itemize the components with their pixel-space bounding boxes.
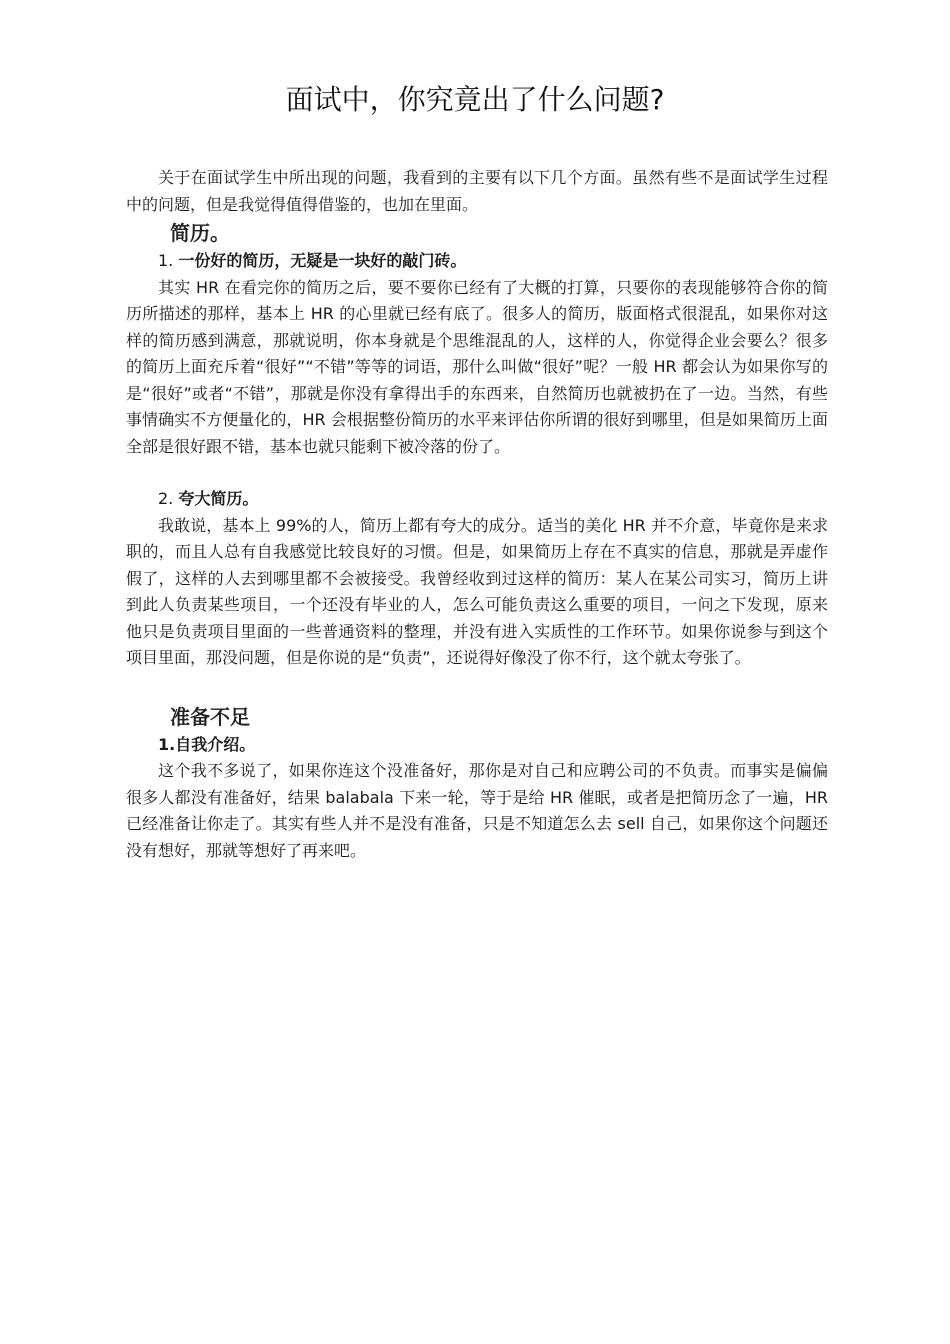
- intro-paragraph: 关于在面试学生中所出现的问题，我看到的主要有以下几个方面。虽然有些不是面试学生过程中的问题，但是我觉得值得借鉴的，也加在里面。: [126, 168, 828, 214]
- spacer: [126, 672, 828, 702]
- item-title: 自我介绍。: [175, 734, 256, 754]
- page-title: 面试中，你究竟出了什么问题?: [285, 83, 665, 116]
- paragraph-self-intro: 这个我不多说了，如果你连这个没准备好，那你是对自己和应聘公司的不负责。而事实是偏偏很多人都没有准备好，结果 balabala 下来一轮，等于是给 HR 催眠，或者是把简历念了一遍，HR 已经准备让你走了。其实有些人并不是没有准备，只是不知道怎么去 sell 自己，如果你这个问题还没有想好，那就等想好了再来吧。: [126, 761, 828, 860]
- item-heading-good-resume: [126, 248, 828, 275]
- item-number: 1.: [158, 734, 176, 754]
- spacer: [126, 460, 828, 486]
- section-heading-resume: 简历。: [170, 221, 230, 245]
- item-number: 1.: [158, 251, 174, 270]
- item-heading-exaggerated-resume: [126, 486, 828, 513]
- item-heading-self-intro: [126, 732, 828, 759]
- item-number: 2.: [158, 489, 174, 508]
- item-title: 一份好的简历，无疑是一块好的敲门砖。: [178, 251, 467, 270]
- document-body: [126, 165, 828, 864]
- paragraph-exaggerated-resume: 我敢说，基本上 99%的人，简历上都有夸大的成分。适当的美化 HR 并不介意，毕竟你是来求职的，而且人总有自我感觉比较良好的习惯。但是，如果简历上存在不真实的信息，那就是弄虚作假了，这样的人去到哪里都不会被接受。我曾经收到过这样的简历：某人在某公司实习，简历上讲到此人负责某些项目，一个还没有毕业的人，怎么可能负责这么重要的项目，一问之下发现，原来他只是负责项目里面的一些普通资料的整理，并没有进入实质性的工作环节。如果你说参与到这个项目里面，那没问题，但是你说的是“负责”，还说得好像没了你不行，这个就太夸张了。: [126, 515, 828, 667]
- section-heading-preparation: 准备不足: [170, 704, 250, 729]
- item-title: 夸大简历。: [178, 489, 259, 508]
- paragraph-good-resume: 其实 HR 在看完你的简历之后，要不要你已经有了大概的打算，只要你的表现能够符合你的简历所描述的那样，基本上 HR 的心里就已经有底了。很多人的简历，版面格式很混乱，如果你对这样的简历感到满意，那就说明，你本身就是个思维混乱的人，这样的人，你觉得企业会要么？很多的简历上面充斥着“很好”“不错”等等的词语，那什么叫做“很好”呢？一般 HR 都会认为如果你写的是“很好”或者“不错”，那就是你没有拿得出手的东西来，自然简历也就被扔在了一边。当然，有些事情确实不方便量化的，HR 会根据整份简历的水平来评估你所谓的很好到哪里，但是如果简历上面全部是很好跟不错，基本也就只能剩下被冷落的份了。: [126, 277, 828, 456]
